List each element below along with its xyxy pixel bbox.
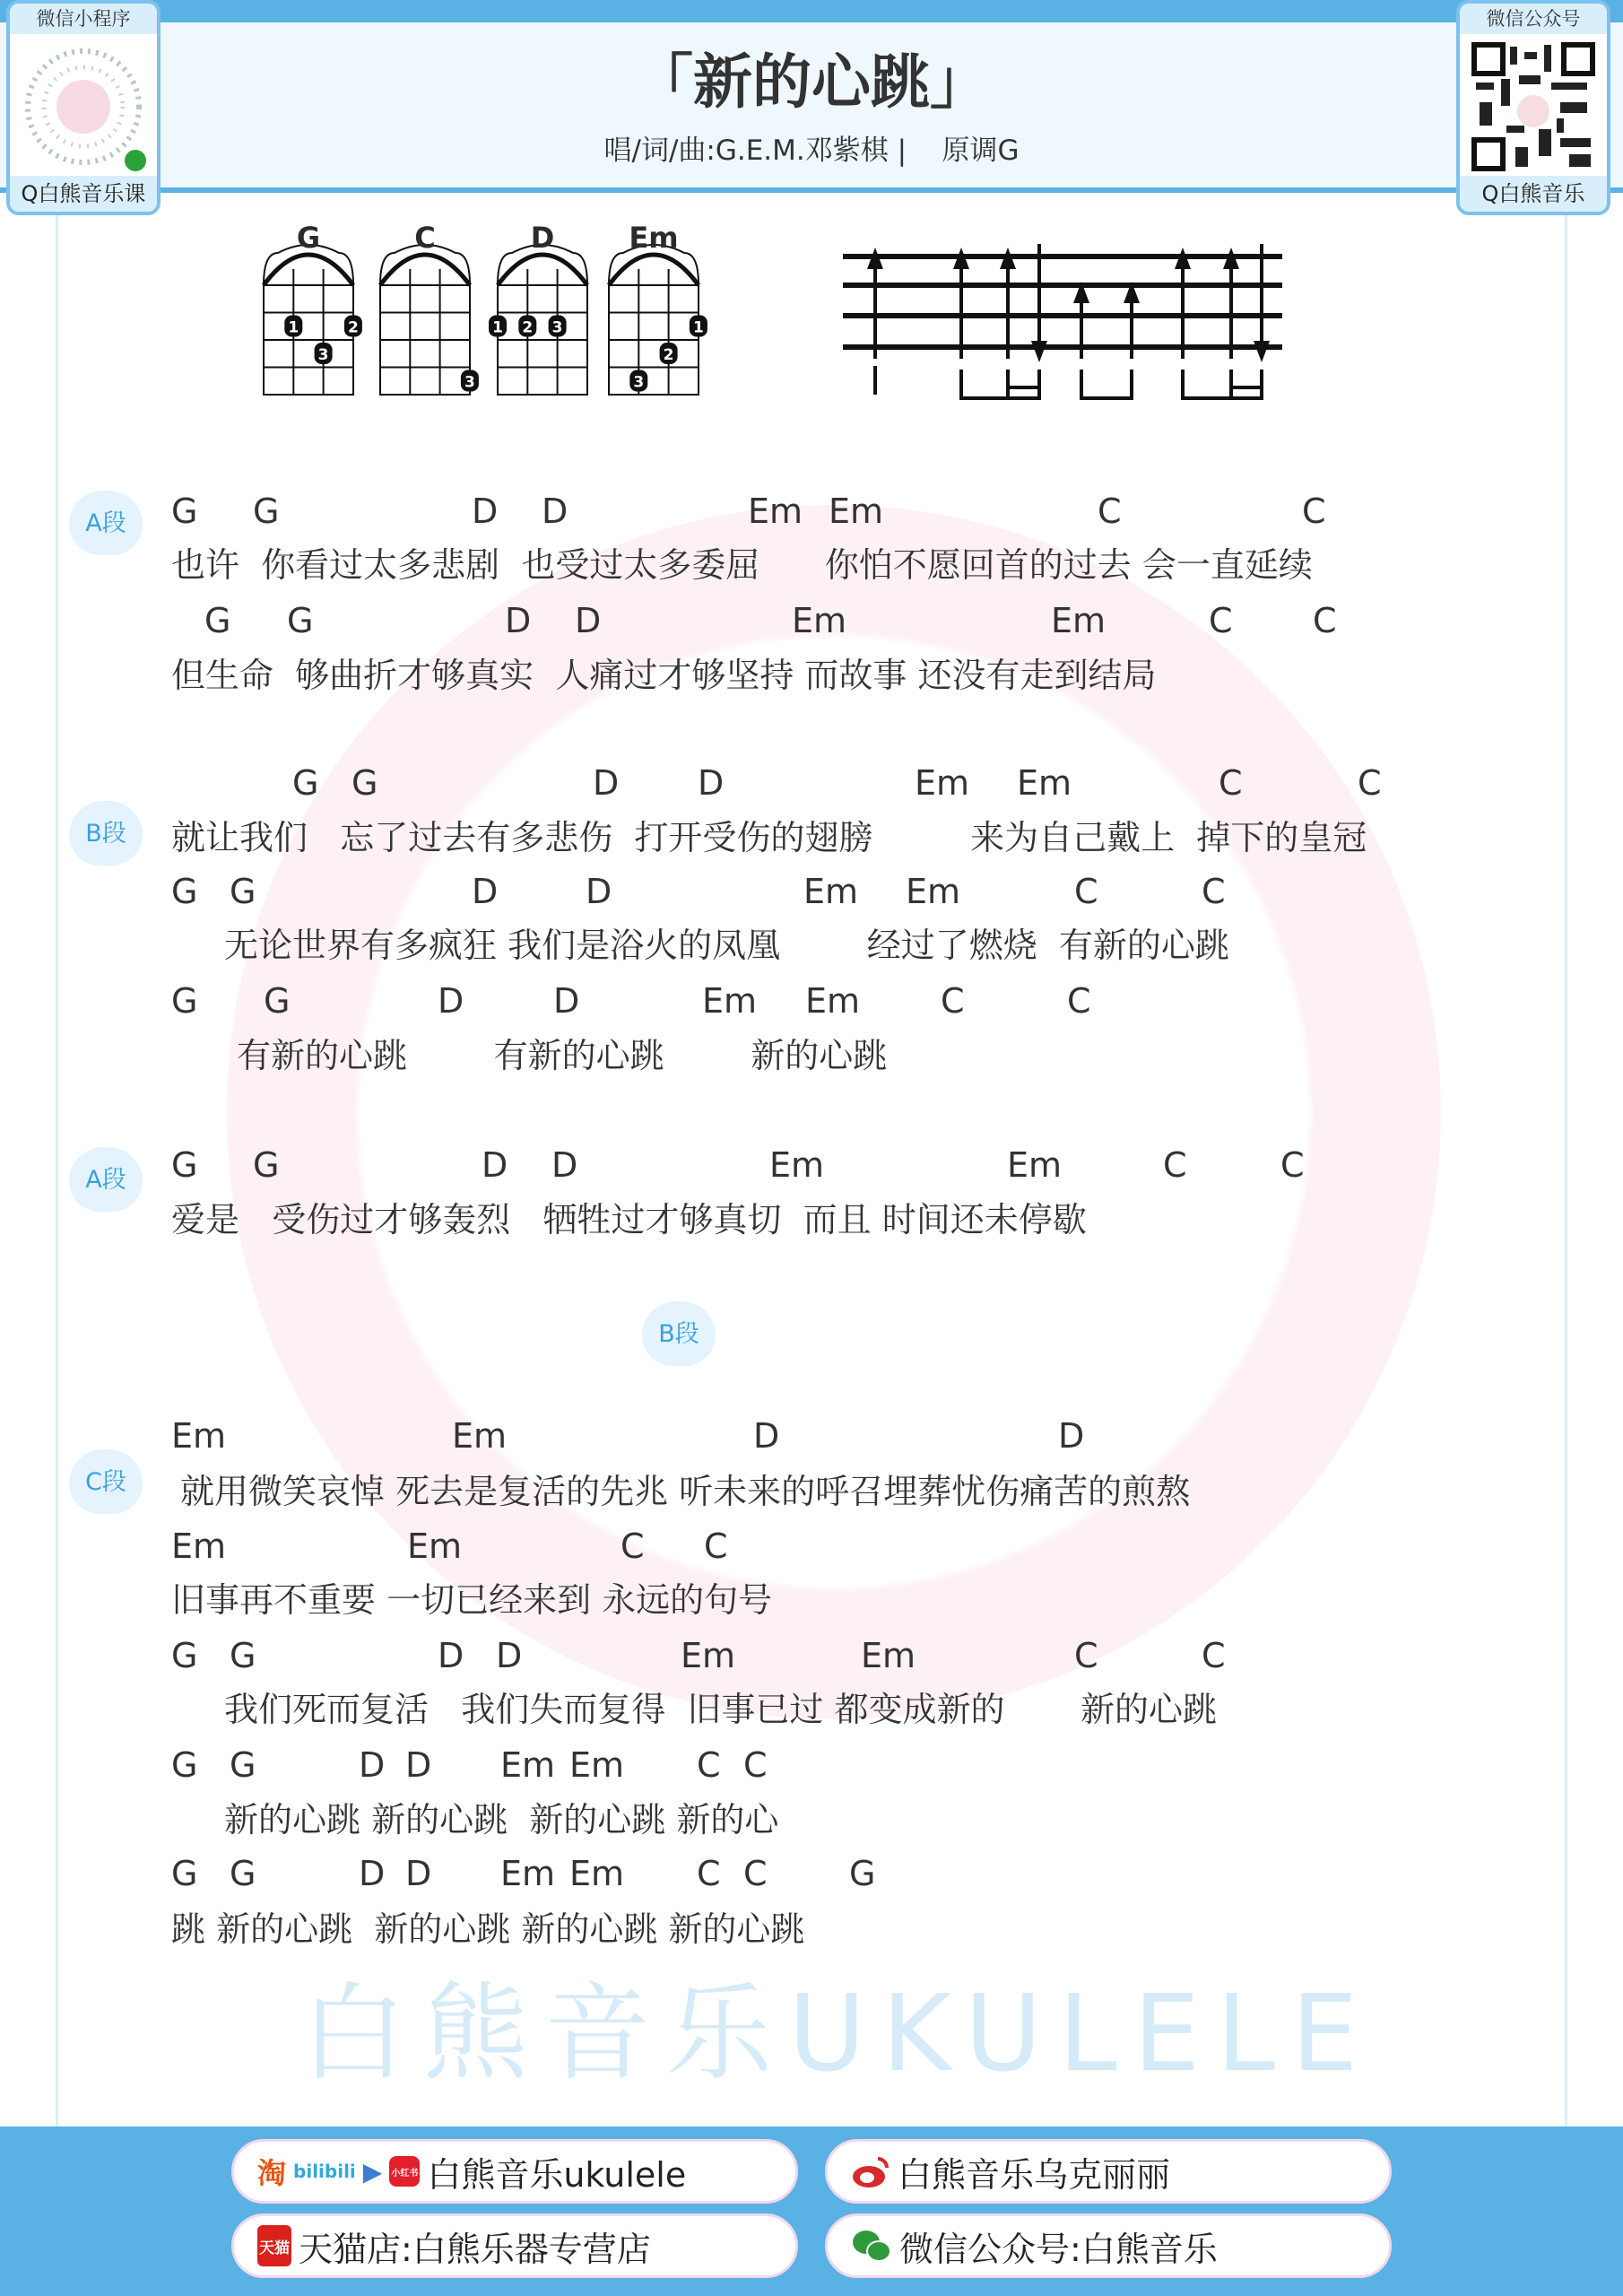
lyric-line: 跳 新的心跳 新的心跳 新的心跳 新的心跳 (171, 1909, 805, 1949)
strum-down-arrow (1254, 244, 1270, 362)
chord-symbol: C (1098, 491, 1122, 531)
chord-symbol: Em (1017, 763, 1072, 803)
chord-symbol: D (438, 981, 464, 1021)
chord-symbol: C (1163, 1145, 1187, 1185)
chord-symbol: D (472, 872, 499, 911)
chord-symbol: Em (769, 1145, 825, 1185)
chord-symbol: G (171, 1745, 198, 1785)
svg-text:3: 3 (317, 346, 329, 364)
chord-symbol: Em (500, 1745, 556, 1785)
lyric-line: 旧事再不重要 一切已经来到 永远的句号 (171, 1580, 773, 1620)
chord-symbol: G (253, 491, 280, 531)
chord-symbol: G (171, 1636, 198, 1675)
chord-symbol: G (264, 981, 291, 1021)
mini-program-panel[interactable] (6, 0, 161, 215)
chord-symbol: G (253, 1145, 280, 1185)
chord-symbol: D (1058, 1416, 1085, 1456)
chord-symbol: G (171, 981, 198, 1021)
chord-symbol: D (472, 491, 499, 531)
chord-symbol: C (697, 1745, 721, 1785)
tmall-icon: 天猫 (257, 2225, 291, 2266)
chord-symbol: C (1358, 763, 1382, 803)
bilibili-icon: bilibili (293, 2161, 356, 2182)
chord-diagram-Em (609, 245, 707, 395)
svg-text:3: 3 (551, 318, 563, 337)
chord-symbol: D (359, 1745, 386, 1785)
section-label: A段 (69, 1147, 143, 1212)
chord-symbol: Em (748, 491, 803, 531)
chord-symbol: D (698, 763, 725, 803)
chord-symbol: Em (407, 1526, 463, 1566)
qr-code-icon (1471, 39, 1596, 174)
chord-symbol: G (292, 763, 319, 803)
lyric-line: 就让我们 忘了过去有多悲伤 打开受伤的翅膀 来为自己戴上 掉下的皇冠 (171, 818, 1367, 857)
svg-text:3: 3 (464, 373, 475, 392)
social-link-weibo[interactable] (825, 2139, 1392, 2204)
chord-symbol: G (230, 1636, 256, 1675)
watermark: 白熊音乐UKULELE (300, 1971, 1375, 2095)
chord-symbol: D (405, 1854, 432, 1893)
xiaohongshu-icon: 小红书 (389, 2156, 420, 2187)
chord-symbol: D (575, 601, 602, 640)
chord-diagram-name: Em (629, 221, 679, 255)
chord-symbol: C (1302, 491, 1326, 531)
chord-symbol: C (1219, 763, 1243, 803)
lyric-line: 但生命 够曲折才够真实 人痛过才够坚持 而故事 还没有走到结局 (171, 656, 1157, 695)
lyric-line: 也许 你看过太多悲剧 也受过太多委屈 你怕不愿回首的过去 会一直延续 (171, 545, 1313, 585)
chord-symbol: C (621, 1526, 645, 1566)
chord-symbol: Em (906, 872, 961, 911)
strum-up-arrow (1223, 248, 1239, 359)
chord-symbol: C (1074, 872, 1098, 911)
chord-symbol: Em (829, 491, 884, 531)
strum-down-arrow (1031, 244, 1047, 362)
lyric-line: 有新的心跳 有新的心跳 新的心跳 (237, 1036, 888, 1075)
svg-text:2: 2 (347, 318, 359, 337)
chord-diagram-name: C (414, 221, 436, 255)
chord-symbol: Em (681, 1636, 736, 1675)
svg-text:2: 2 (663, 346, 674, 364)
chord-symbol: D (542, 491, 568, 531)
chord-symbol: G (171, 1854, 198, 1893)
official-account-panel[interactable] (1456, 0, 1610, 215)
chord-symbol: D (551, 1145, 578, 1185)
chord-symbol: C (1074, 1636, 1098, 1675)
chord-symbol: Em (569, 1854, 625, 1893)
lyric-line: 新的心跳 新的心跳 新的心跳 新的心 (224, 1800, 779, 1839)
strum-up-arrow (953, 248, 969, 359)
wechat-icon (851, 2228, 892, 2264)
chord-symbol: Em (805, 981, 861, 1021)
section-label: C段 (69, 1449, 143, 1514)
svg-text:2: 2 (522, 318, 534, 337)
chord-diagram-D (489, 245, 587, 395)
chord-diagram-name: G (296, 221, 321, 255)
chord-symbol: C (1202, 1636, 1226, 1675)
chord-diagram-C (380, 245, 479, 395)
chord-symbol: G (352, 763, 378, 803)
chord-symbol: D (593, 763, 620, 803)
chord-symbol: Em (861, 1636, 916, 1675)
chord-symbol: D (586, 872, 612, 911)
chord-symbol: C (1202, 872, 1226, 911)
svg-text:1: 1 (288, 318, 299, 337)
chord-symbol: G (230, 1745, 256, 1785)
section-label: B段 (642, 1301, 716, 1366)
chord-symbol: C (1067, 981, 1091, 1021)
chord-symbol: Em (500, 1854, 556, 1893)
link-label: 白熊音乐ukulele (427, 2154, 687, 2195)
chord-symbol: C (1209, 601, 1233, 640)
chord-symbol: Em (702, 981, 758, 1021)
top-band (0, 0, 1623, 22)
mini-program-code-icon (21, 39, 146, 174)
lyric-line: 无论世界有多疯狂 我们是浴火的凤凰 经过了燃烧 有新的心跳 (224, 926, 1229, 965)
chord-symbol: C (1280, 1145, 1305, 1185)
chord-symbol: Em (1051, 601, 1107, 640)
panel-label: 微信公众号 (1460, 4, 1607, 34)
chord-symbol: D (405, 1745, 432, 1785)
chord-symbol: G (204, 601, 231, 640)
chord-symbol: D (438, 1636, 464, 1675)
lyric-line: 爱是 受伤过才够轰烈 牺牲过才够真切 而且 时间还未停歇 (171, 1200, 1087, 1239)
chord-symbol: G (230, 1854, 256, 1893)
play-video-icon: ▶ (362, 2156, 383, 2187)
chord-symbol: D (553, 981, 580, 1021)
link-label: 微信公众号:白熊音乐 (899, 2229, 1218, 2269)
svg-text:3: 3 (633, 373, 645, 392)
chord-symbol: C (697, 1854, 721, 1893)
chord-symbol: Em (171, 1526, 227, 1566)
song-credits: 唱/词/曲:G.E.M.邓紫棋 | 原调G (603, 135, 1020, 167)
chord-symbol: D (359, 1854, 386, 1893)
song-title: 「新的心跳」 (634, 48, 989, 117)
section-label: A段 (69, 491, 143, 555)
chord-symbol: Em (915, 763, 970, 803)
lyric-line: 就用微笑哀悼 死去是复活的先兆 听未来的呼召埋葬忧伤痛苦的煎熬 (180, 1472, 1191, 1511)
strum-up-arrow (1000, 248, 1016, 359)
svg-text:1: 1 (492, 318, 503, 337)
panel-search-label: Q白熊音乐课 (10, 176, 157, 212)
chord-symbol: D (482, 1145, 508, 1185)
chord-symbol: G (171, 872, 198, 911)
chord-symbol: Em (171, 1416, 227, 1456)
chord-symbol: Em (803, 872, 859, 911)
chord-symbol: C (743, 1854, 768, 1893)
chord-symbol: C (941, 981, 965, 1021)
social-link-platforms[interactable] (231, 2139, 798, 2204)
chord-diagram-name: D (530, 221, 555, 255)
chord-symbol: Em (792, 601, 847, 640)
chord-symbol: G (287, 601, 314, 640)
chord-symbol: C (743, 1745, 768, 1785)
section-label: B段 (69, 801, 143, 865)
chord-diagram-G (264, 245, 362, 395)
chord-symbol: D (753, 1416, 780, 1456)
chord-symbol: G (849, 1854, 876, 1893)
chord-symbol: Em (1007, 1145, 1063, 1185)
svg-text:1: 1 (692, 318, 704, 337)
panel-label: 微信小程序 (10, 4, 157, 34)
strum-up-arrow (1175, 248, 1191, 359)
strum-pattern (834, 238, 1300, 408)
social-link-tmall[interactable] (231, 2213, 798, 2278)
chord-symbol: G (230, 872, 256, 911)
strum-up-arrow (867, 248, 883, 359)
rhythm-beams (875, 366, 1262, 398)
panel-search-label: Q白熊音乐 (1460, 176, 1607, 212)
chord-symbol: G (171, 491, 198, 531)
chord-symbol: Em (452, 1416, 508, 1456)
chord-symbol: D (505, 601, 532, 640)
link-label: 白熊音乐乌克丽丽 (898, 2154, 1171, 2195)
chord-symbol: Em (569, 1745, 625, 1785)
chord-symbol: C (1313, 601, 1337, 640)
chord-symbol: C (704, 1526, 728, 1566)
lyric-line: 我们死而复活 我们失而复得 旧事已过 都变成新的 新的心跳 (224, 1690, 1218, 1729)
chord-symbol: D (496, 1636, 523, 1675)
link-label: 天猫店:白熊乐器专营店 (299, 2229, 651, 2269)
chord-symbol: G (171, 1145, 198, 1185)
taobao-icon: 淘 (257, 2156, 287, 2190)
weibo-icon (851, 2153, 890, 2189)
social-link-wechat[interactable] (825, 2213, 1392, 2278)
